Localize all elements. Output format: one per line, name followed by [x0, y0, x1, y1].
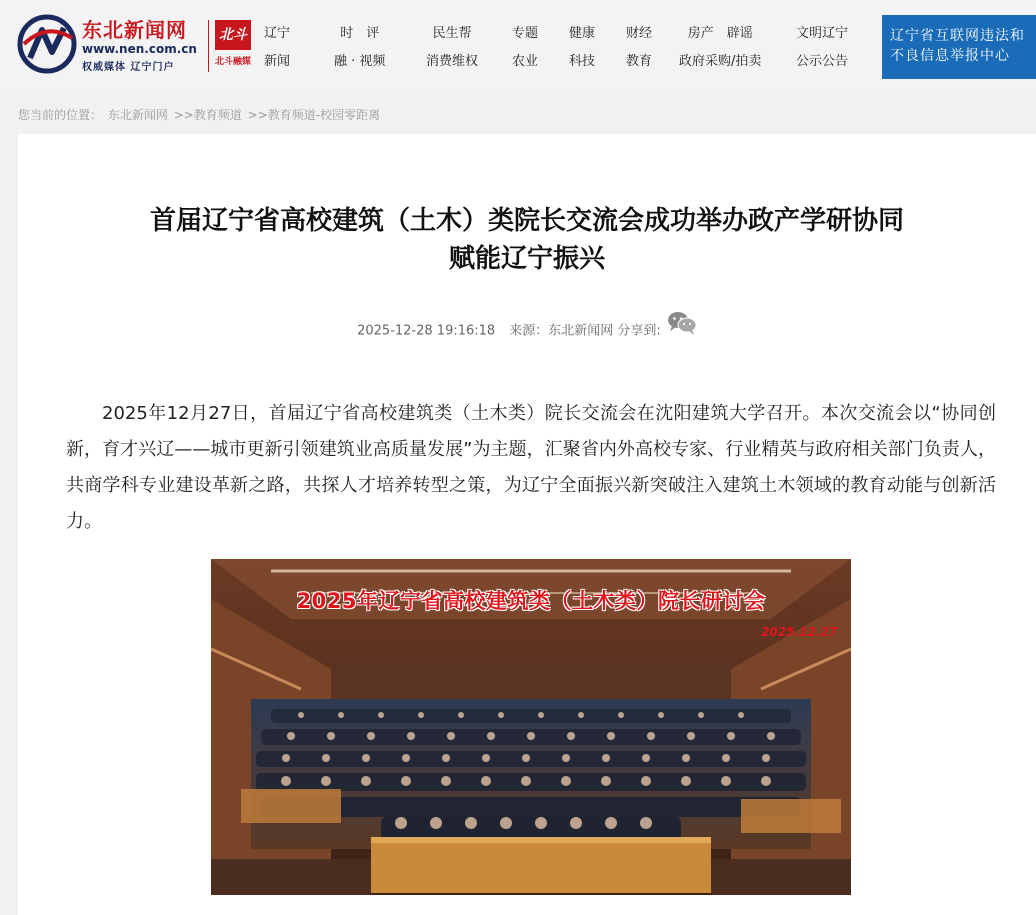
nav-column	[264, 20, 290, 76]
nav-item[interactable]: 民生帮	[432, 26, 472, 41]
nav-item[interactable]: 公示公告	[796, 54, 849, 69]
nav-item[interactable]: 融 · 视频	[334, 54, 386, 69]
beidou-label: 北斗融媒	[215, 57, 252, 67]
nav-column	[334, 20, 385, 76]
article-card	[18, 134, 1036, 915]
article-title-line2: 赋能辽宁振兴	[448, 244, 605, 274]
report-banner-line2: 不良信息举报中心	[890, 48, 1010, 64]
nav-item[interactable]: 新闻	[264, 54, 291, 69]
photo-banner-text: 2025年辽宁省高校建筑类（土木类）院长研讨会	[296, 589, 766, 613]
nav-column	[426, 20, 478, 76]
breadcrumb	[18, 106, 382, 123]
breadcrumb-item-education[interactable]: >>教育频道	[173, 108, 242, 122]
site-logo[interactable]	[16, 12, 198, 76]
nav-item[interactable]: 教育	[626, 54, 653, 69]
logo-title: 东北新闻网	[82, 18, 187, 42]
breadcrumb-item-campus[interactable]: >>教育频道-校园零距离	[247, 108, 381, 122]
nav-item[interactable]: 时 评	[340, 26, 380, 41]
wechat-share-icon[interactable]	[667, 310, 697, 336]
nav-column	[679, 20, 761, 76]
nav-item[interactable]: 辽宁	[264, 26, 291, 41]
beidou-mark: 北斗	[215, 20, 251, 50]
article-photo	[211, 559, 851, 895]
breadcrumb-item-home[interactable]: 东北新闻网	[107, 108, 168, 122]
main-nav	[264, 20, 874, 76]
article-title	[18, 202, 1036, 278]
article-source: 来源：东北新闻网	[509, 323, 614, 339]
article-meta	[18, 318, 1036, 344]
site-header	[0, 0, 1036, 94]
photo-date-text: 2025.12.27	[761, 625, 837, 639]
article-body-paragraph: 2025年12月27日，首届辽宁省高校建筑类（土木类）院长交流会在沈阳建筑大学召开。本次交流会以“协同创新，育才兴辽——城市更新引领建筑业高质量发展”为主题，汇聚省内外高校专家、行业精英与政府相关部门负责人，共商学科专业建设革新之路，共探人才培养转型之策，为辽宁全面振兴新突破注入建筑土木领域的教育动能与创新活力。	[66, 403, 996, 532]
nav-column	[626, 20, 652, 76]
nav-item[interactable]: 农业	[512, 54, 539, 69]
article-title-line1: 首届辽宁省高校建筑（土木）类院长交流会成功举办政产学研协同	[149, 206, 904, 236]
nav-column	[569, 20, 595, 76]
report-banner-line1: 辽宁省互联网违法和	[890, 28, 1025, 44]
nav-item[interactable]: 专题	[512, 26, 539, 41]
beidou-logo[interactable]	[208, 20, 256, 72]
nav-item[interactable]: 房产 辟谣	[687, 26, 753, 41]
breadcrumb-prefix: 您当前的位置：	[18, 108, 103, 122]
nav-item[interactable]: 消费维权	[426, 54, 479, 69]
logo-tagline: 权威媒体 辽宁门户	[82, 62, 175, 73]
share-label: 分享到:	[617, 323, 661, 339]
nav-column	[796, 20, 848, 76]
nav-item[interactable]: 科技	[569, 54, 596, 69]
nav-column	[512, 20, 538, 76]
logo-url: www.nen.com.cn	[82, 42, 197, 56]
nav-item[interactable]: 健康	[569, 26, 596, 41]
article-datetime: 2025-12-28 19:16:18	[357, 323, 496, 339]
nav-item[interactable]: 文明辽宁	[796, 26, 849, 41]
report-center-banner[interactable]	[882, 15, 1036, 79]
nav-item[interactable]: 财经	[626, 26, 653, 41]
nen-logo-icon	[16, 14, 78, 74]
nav-item[interactable]: 政府采购/拍卖	[679, 54, 762, 69]
